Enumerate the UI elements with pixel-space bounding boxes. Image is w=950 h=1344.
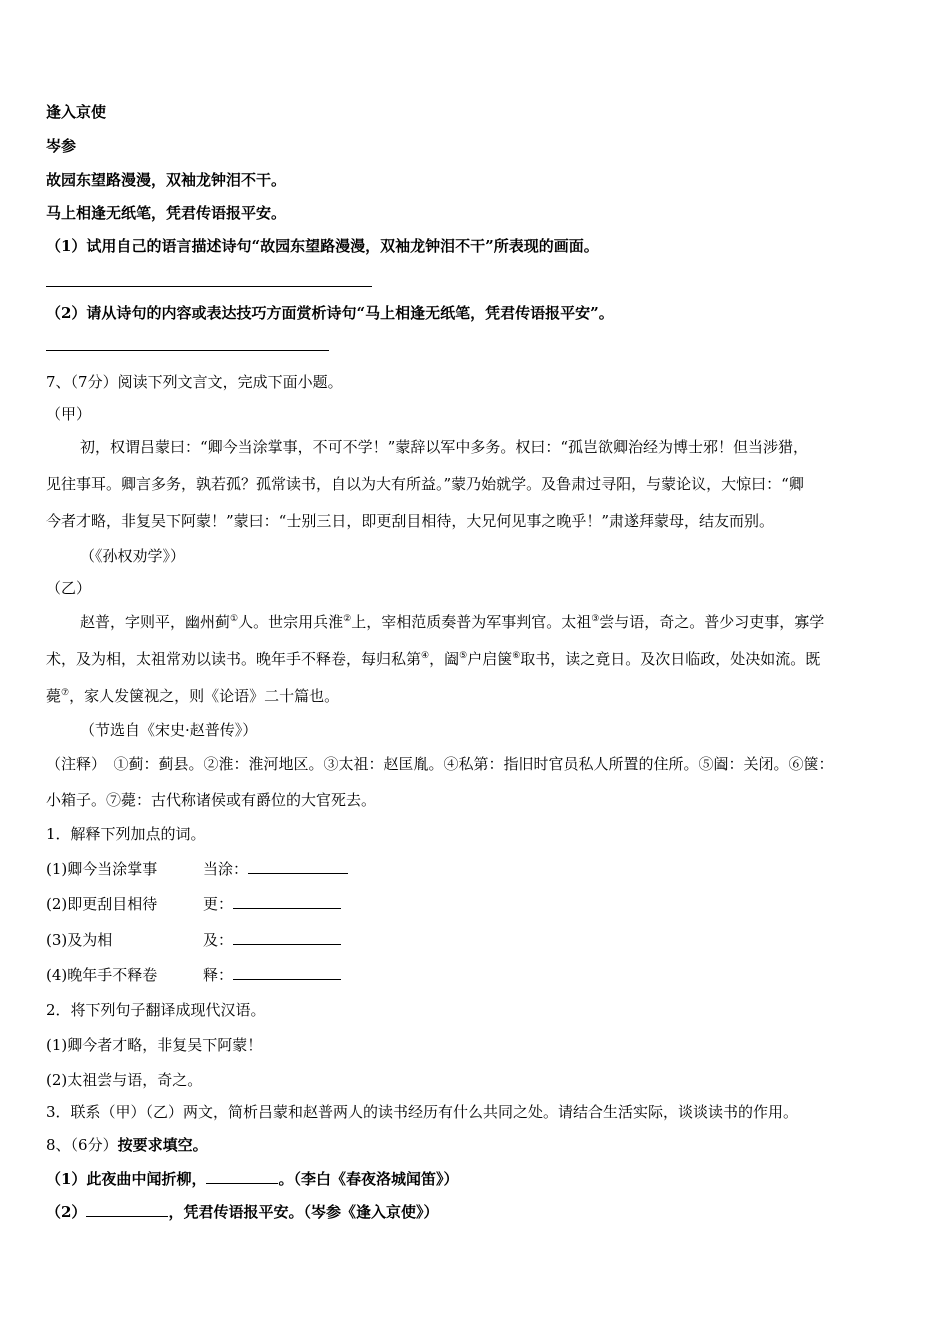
footnote-marker: ③: [591, 614, 600, 624]
q8-header: [46, 1135, 208, 1155]
yi-text: 人。世宗用兵淮: [238, 613, 344, 631]
jia-label: （甲）: [46, 405, 92, 423]
vocab-item-4: [46, 965, 341, 985]
yi-paragraph-line-2: [46, 649, 820, 669]
q8-sub1: [46, 1169, 458, 1189]
q8-sub2-text: ，凭君传语报平安。（岑参《逢入京使》）: [168, 1203, 439, 1221]
vocab-item-2: [46, 894, 341, 914]
answer-blank: [233, 894, 341, 909]
footnote-marker: ①: [230, 614, 239, 624]
yi-source: （节选自《宋史·赵普传》）: [80, 721, 258, 739]
translate-item-1: (1)卿今者才略，非复吴下阿蒙！: [46, 1036, 263, 1054]
footnote-marker: ⑦: [61, 688, 70, 698]
yi-text: 术，及为相，太祖常劝以读书。晚年手不释卷，每归私第: [46, 650, 422, 668]
q8-sub1-source: 。（李白《春夜洛城闻笛》）: [278, 1170, 459, 1188]
poem-author: 岑参: [46, 137, 77, 155]
notes-line-2: 小箱子。⑦薨：古代称诸侯或有爵位的大官死去。: [46, 791, 377, 809]
yi-text: 尝与语，奇之。普少习吏事，寡学: [599, 613, 825, 631]
vocab-word: 及：: [203, 931, 234, 949]
poem-title: 逢入京使: [46, 103, 107, 121]
footnote-marker: ⑤: [459, 651, 468, 661]
answer-blank: [86, 1202, 168, 1217]
jia-paragraph-line-3: 今者才略，非复吴下阿蒙！”蒙曰：“士别三日，即更刮目相待，大兄何见事之晚乎！”肃遂拜蒙母，结友而别。: [46, 512, 775, 530]
answer-blank: [233, 930, 341, 945]
q6-sub2: （2）请从诗句的内容或表达技巧方面赏析诗句“马上相逢无纸笔，凭君传语报平安”。: [46, 304, 614, 322]
answer-line-1: [46, 286, 372, 287]
footnote-marker: ④: [421, 651, 430, 661]
task-2: 2．将下列句子翻译成现代汉语。: [46, 1001, 266, 1019]
vocab-word: 释：: [203, 966, 234, 984]
task-3: 3．联系（甲）（乙）两文，简析吕蒙和赵普两人的读书经历有什么共同之处。请结合生活实际，谈谈读书的作用。: [46, 1103, 799, 1121]
vocab-item-1: [46, 859, 348, 879]
vocab-phrase: (3)及为相: [46, 931, 113, 949]
vocab-phrase: (4)晚年手不释卷: [46, 966, 158, 984]
q8-instruction: 按要求填空。: [117, 1136, 208, 1154]
vocab-phrase: (1)卿今当涂掌事: [46, 860, 158, 878]
poem-line-2: 马上相逢无纸笔，凭君传语报平安。: [46, 204, 287, 222]
yi-paragraph-line-3: [46, 686, 339, 706]
q6-sub1: （1）试用自己的语言描述诗句“故园东望路漫漫，双袖龙钟泪不干”所表现的画面。: [46, 237, 599, 255]
footnote-marker: ②: [343, 614, 352, 624]
answer-blank: [233, 965, 341, 980]
vocab-item-3: [46, 930, 341, 950]
vocab-phrase: (2)即更刮目相待: [46, 895, 158, 913]
jia-source: （《孙权劝学》）: [80, 547, 186, 565]
vocab-word: 更：: [203, 895, 234, 913]
yi-text: 取书，读之竟日。及次日临政，处决如流。既: [520, 650, 821, 668]
task-1: 1．解释下列加点的词。: [46, 825, 206, 843]
yi-text: 赵普，字则平，幽州蓟: [80, 613, 231, 631]
answer-blank: [248, 859, 348, 874]
yi-text: 户启箧: [467, 650, 513, 668]
notes-line-1: （注释） ①蓟：蓟县。②淮：淮河地区。③太祖：赵匡胤。④私第：指旧时官员私人所置的住所。⑤阖：关闭。⑥箧：: [46, 755, 834, 773]
jia-paragraph-line-1: 初，权谓吕蒙曰：“卿今当涂掌事，不可不学！”蒙辞以军中多务。权曰：“孤岂欲卿治经为博士邪！但当涉猎，: [80, 438, 809, 456]
yi-text: ，家人发箧视之，则《论语》二十篇也。: [69, 687, 340, 705]
translate-item-2: (2)太祖尝与语，奇之。: [46, 1071, 203, 1089]
poem-line-1: 故园东望路漫漫，双袖龙钟泪不干。: [46, 171, 287, 189]
yi-text: 上，宰相范质奏普为军事判官。太祖: [351, 613, 592, 631]
yi-text: ，阖: [429, 650, 460, 668]
q8-sub2-number: （2）: [46, 1203, 87, 1221]
q8-sub2: [46, 1202, 438, 1222]
yi-paragraph-line-1: [80, 612, 824, 632]
vocab-word: 当涂：: [203, 860, 249, 878]
yi-label: （乙）: [46, 579, 92, 597]
footnote-marker: ⑥: [512, 651, 521, 661]
answer-line-2: [46, 350, 329, 351]
yi-text: 薨: [46, 687, 62, 705]
jia-paragraph-line-2: 见往事耳。卿言多务，孰若孤？孤常读书，自以为大有所益。”蒙乃始就学。及鲁肃过寻阳，与蒙论议，大惊曰：“卿: [46, 475, 804, 493]
q8-number: 8、（6分）: [46, 1136, 118, 1154]
answer-blank: [206, 1169, 278, 1184]
q8-sub1-text: （1）此夜曲中闻折柳，: [46, 1170, 207, 1188]
q7-header: 7、（7分）阅读下列文言文，完成下面小题。: [46, 373, 343, 391]
